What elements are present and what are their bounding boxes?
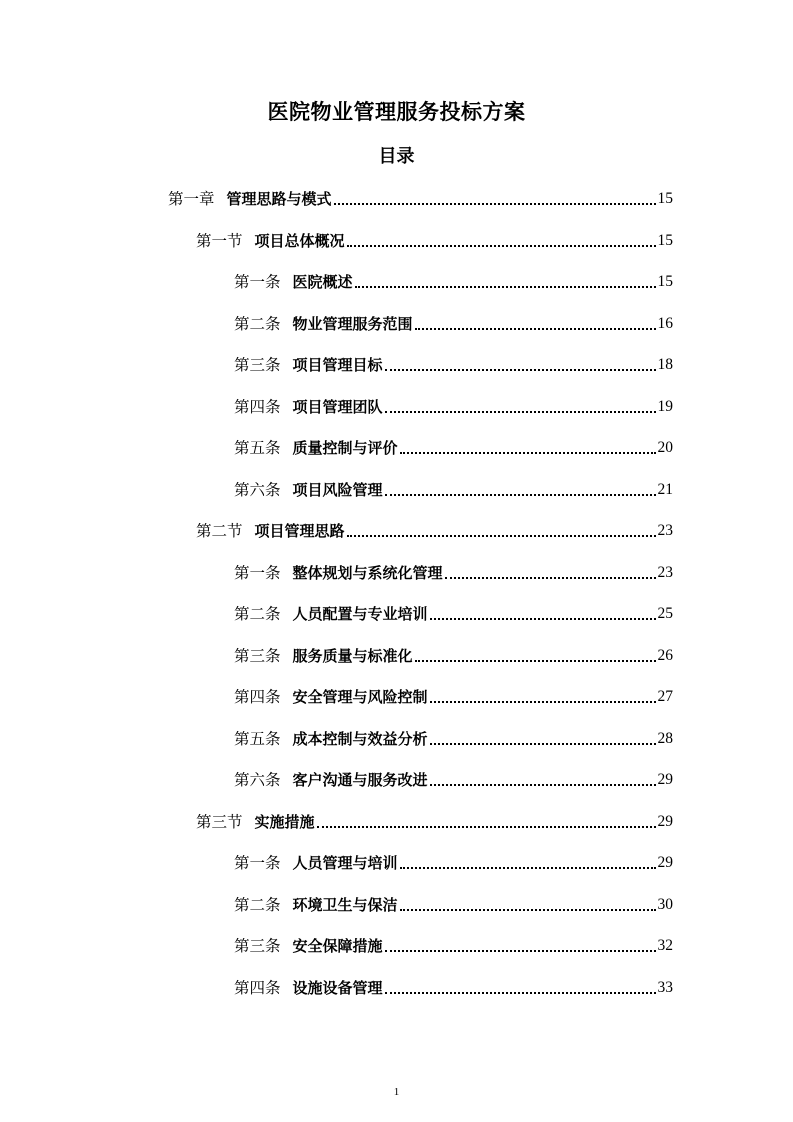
entry-prefix: 第三节 [196, 813, 243, 831]
entry-prefix: 第六条 [234, 481, 281, 499]
entry-title: 客户沟通与服务改进 [292, 771, 428, 789]
entry-page-number: 21 [657, 481, 673, 498]
entry-prefix: 第二节 [196, 522, 243, 540]
entry-page-number: 28 [657, 730, 673, 747]
entry-prefix: 第五条 [234, 439, 281, 457]
entry-prefix: 第四条 [234, 688, 281, 706]
entry-prefix: 第四条 [234, 979, 281, 997]
entry-page-number: 26 [657, 647, 673, 664]
dot-leader [430, 742, 656, 745]
page-number: 1 [393, 1086, 400, 1098]
entry-prefix: 第一章 [168, 190, 215, 208]
entry-title: 人员配置与专业培训 [292, 605, 428, 623]
dot-leader [430, 783, 656, 786]
entry-page-number: 33 [657, 979, 673, 996]
entry-title: 医院概述 [292, 273, 353, 291]
entry-prefix: 第一条 [234, 854, 281, 872]
dot-leader [317, 825, 656, 828]
entry-prefix: 第六条 [234, 771, 281, 789]
entry-prefix: 第一条 [234, 564, 281, 582]
entry-title: 项目管理团队 [292, 398, 383, 416]
toc-entry-article[interactable] [234, 310, 673, 334]
toc-entry-section-2[interactable] [196, 517, 673, 541]
dot-leader [445, 576, 656, 579]
dot-leader [334, 202, 656, 205]
dot-leader [415, 327, 656, 330]
toc-entry-article[interactable] [234, 891, 673, 915]
entry-prefix: 第二条 [234, 896, 281, 914]
entry-title: 设施设备管理 [292, 979, 383, 997]
entry-prefix: 第三条 [234, 937, 281, 955]
toc-entry-article[interactable] [234, 268, 673, 292]
toc-entry-article[interactable] [234, 974, 673, 998]
toc-entry-article[interactable] [234, 725, 673, 749]
toc-entry-article[interactable] [234, 683, 673, 707]
toc-entry-article[interactable] [234, 393, 673, 417]
entry-title: 项目总体概况 [254, 232, 345, 250]
dot-leader [347, 534, 656, 537]
toc-entry-article[interactable] [234, 351, 673, 375]
entry-page-number: 19 [657, 398, 673, 415]
entry-page-number: 32 [657, 937, 673, 954]
dot-leader [415, 659, 656, 662]
entry-page-number: 29 [657, 854, 673, 871]
entry-page-number: 30 [657, 896, 673, 913]
toc-entry-chapter-1[interactable] [168, 185, 673, 209]
entry-prefix: 第一节 [196, 232, 243, 250]
entry-page-number: 15 [657, 273, 673, 290]
dot-leader [430, 617, 656, 620]
entry-page-number: 23 [657, 522, 673, 539]
entry-prefix: 第五条 [234, 730, 281, 748]
dot-leader [400, 908, 656, 911]
toc-entry-article[interactable] [234, 559, 673, 583]
dot-leader [385, 493, 656, 496]
entry-title: 服务质量与标准化 [292, 647, 413, 665]
entry-title: 成本控制与效益分析 [292, 730, 428, 748]
entry-title: 整体规划与系统化管理 [292, 564, 443, 582]
entry-title: 安全管理与风险控制 [292, 688, 428, 706]
toc-entry-article[interactable] [234, 434, 673, 458]
toc-entry-article[interactable] [234, 766, 673, 790]
toc-entry-section-3[interactable] [196, 808, 673, 832]
entry-prefix: 第二条 [234, 605, 281, 623]
entry-page-number: 25 [657, 605, 673, 622]
entry-prefix: 第三条 [234, 647, 281, 665]
toc-entry-article[interactable] [234, 849, 673, 873]
entry-page-number: 29 [657, 813, 673, 830]
entry-page-number: 15 [657, 190, 673, 207]
entry-title: 项目管理目标 [292, 356, 383, 374]
entry-title: 项目风险管理 [292, 481, 383, 499]
entry-prefix: 第二条 [234, 315, 281, 333]
dot-leader [400, 451, 656, 454]
entry-page-number: 29 [657, 771, 673, 788]
entry-prefix: 第四条 [234, 398, 281, 416]
toc-entry-article[interactable] [234, 476, 673, 500]
dot-leader [355, 285, 656, 288]
toc-entry-article[interactable] [234, 600, 673, 624]
dot-leader [385, 368, 656, 371]
entry-title: 物业管理服务范围 [292, 315, 413, 333]
entry-title: 实施措施 [254, 813, 315, 831]
document-title: 医院物业管理服务投标方案 [267, 100, 526, 124]
entry-title: 人员管理与培训 [292, 854, 398, 872]
entry-prefix: 第三条 [234, 356, 281, 374]
entry-title: 项目管理思路 [254, 522, 345, 540]
dot-leader [385, 991, 656, 994]
entry-page-number: 18 [657, 356, 673, 373]
entry-title: 管理思路与模式 [226, 190, 332, 208]
toc-entry-article[interactable] [234, 642, 673, 666]
entry-title: 安全保障措施 [292, 937, 383, 955]
dot-leader [385, 949, 656, 952]
dot-leader [385, 410, 656, 413]
dot-leader [400, 866, 656, 869]
entry-page-number: 23 [657, 564, 673, 581]
entry-page-number: 16 [657, 315, 673, 332]
toc-heading: 目录 [378, 146, 415, 167]
entry-page-number: 27 [657, 688, 673, 705]
entry-title: 环境卫生与保洁 [292, 896, 398, 914]
toc-entry-section-1[interactable] [196, 227, 673, 251]
entry-prefix: 第一条 [234, 273, 281, 291]
entry-title: 质量控制与评价 [292, 439, 398, 457]
dot-leader [347, 244, 656, 247]
toc-entry-article[interactable] [234, 932, 673, 956]
dot-leader [430, 700, 656, 703]
entry-page-number: 20 [657, 439, 673, 456]
entry-page-number: 15 [657, 232, 673, 249]
